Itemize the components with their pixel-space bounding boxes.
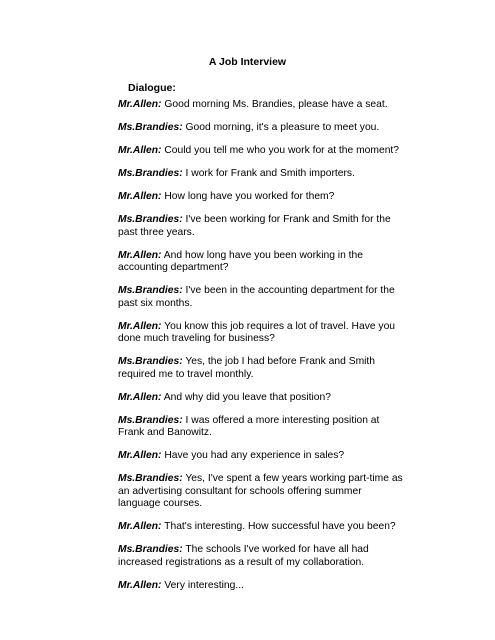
section-label: Dialogue: [128,82,176,94]
dialogue-line [118,122,403,135]
dialogue-line [118,473,403,511]
speaker-name: Ms.Brandies: [118,214,183,225]
speaker-name: Ms.Brandies: [118,544,183,555]
line-text: Have you had any experience in sales? [164,450,345,461]
dialogue-line [118,145,403,158]
line-text: You know this job requires a lot of travel. Have you done much traveling for business? [118,320,396,344]
line-text: And why did you leave that position? [163,391,331,403]
line-text: Yes, I've spent a few years working part-time as an advertising consultant for schools offering summer language courses. [118,473,403,509]
line-text: Could you tell me who you work for at the moment? [164,145,400,156]
line-text: The schools I've worked for have all had increased registrations as a result of my collaboration. [118,544,369,568]
document-title: A Job Interview [208,56,287,68]
line-text: I work for Frank and Smith importers. [185,168,355,179]
line-text: Good morning Ms. Brandies, please have a seat. [164,99,388,110]
line-text: How long have you worked for them? [164,191,335,202]
line-text: I've been working for Frank and Smith for the past three years. [118,214,391,238]
dialogue-line [118,392,403,405]
line-text: I've been in the accounting department for the past six months. [118,285,395,309]
speaker-name: Mr.Allen: [118,521,162,532]
speaker-name: Ms.Brandies: [118,473,183,484]
dialogue-line [118,168,403,181]
dialogue-line [118,191,403,204]
line-text: That's interesting. How successful have you been? [164,521,396,532]
speaker-name: Mr.Allen: [118,99,162,110]
speaker-name: Ms.Brandies: [118,168,183,179]
dialogue-line [118,450,403,463]
dialogue-line [118,250,403,275]
dialogue [118,99,403,603]
line-text: Very interesting... [164,579,244,591]
speaker-name: Mr.Allen: [118,191,162,202]
speaker-name: Mr.Allen: [118,579,162,591]
dialogue-line [118,415,403,440]
speaker-name: Mr.Allen: [118,249,162,261]
speaker-name: Mr.Allen: [118,145,162,156]
dialogue-line [118,580,403,593]
line-text: Yes, the job I had before Frank and Smith required me to travel monthly. [118,356,376,380]
dialogue-line [118,544,403,569]
dialogue-line [118,285,403,310]
speaker-name: Ms.Brandies: [118,285,183,296]
dialogue-line [118,99,403,112]
dialogue-line [118,521,403,534]
speaker-name: Mr.Allen: [118,320,162,332]
dialogue-line [118,356,403,381]
line-text: I was offered a more interesting position at Frank and Banowitz. [118,414,380,438]
speaker-name: Ms.Brandies: [118,122,183,133]
speaker-name: Mr.Allen: [118,391,162,403]
speaker-name: Mr.Allen: [118,450,162,461]
dialogue-line [118,321,403,346]
speaker-name: Ms.Brandies: [118,356,183,367]
speaker-name: Ms.Brandies: [118,414,183,426]
dialogue-line [118,214,403,239]
line-text: Good morning, it's a pleasure to meet you. [185,122,380,133]
line-text: And how long have you been working in the accounting department? [118,249,363,273]
